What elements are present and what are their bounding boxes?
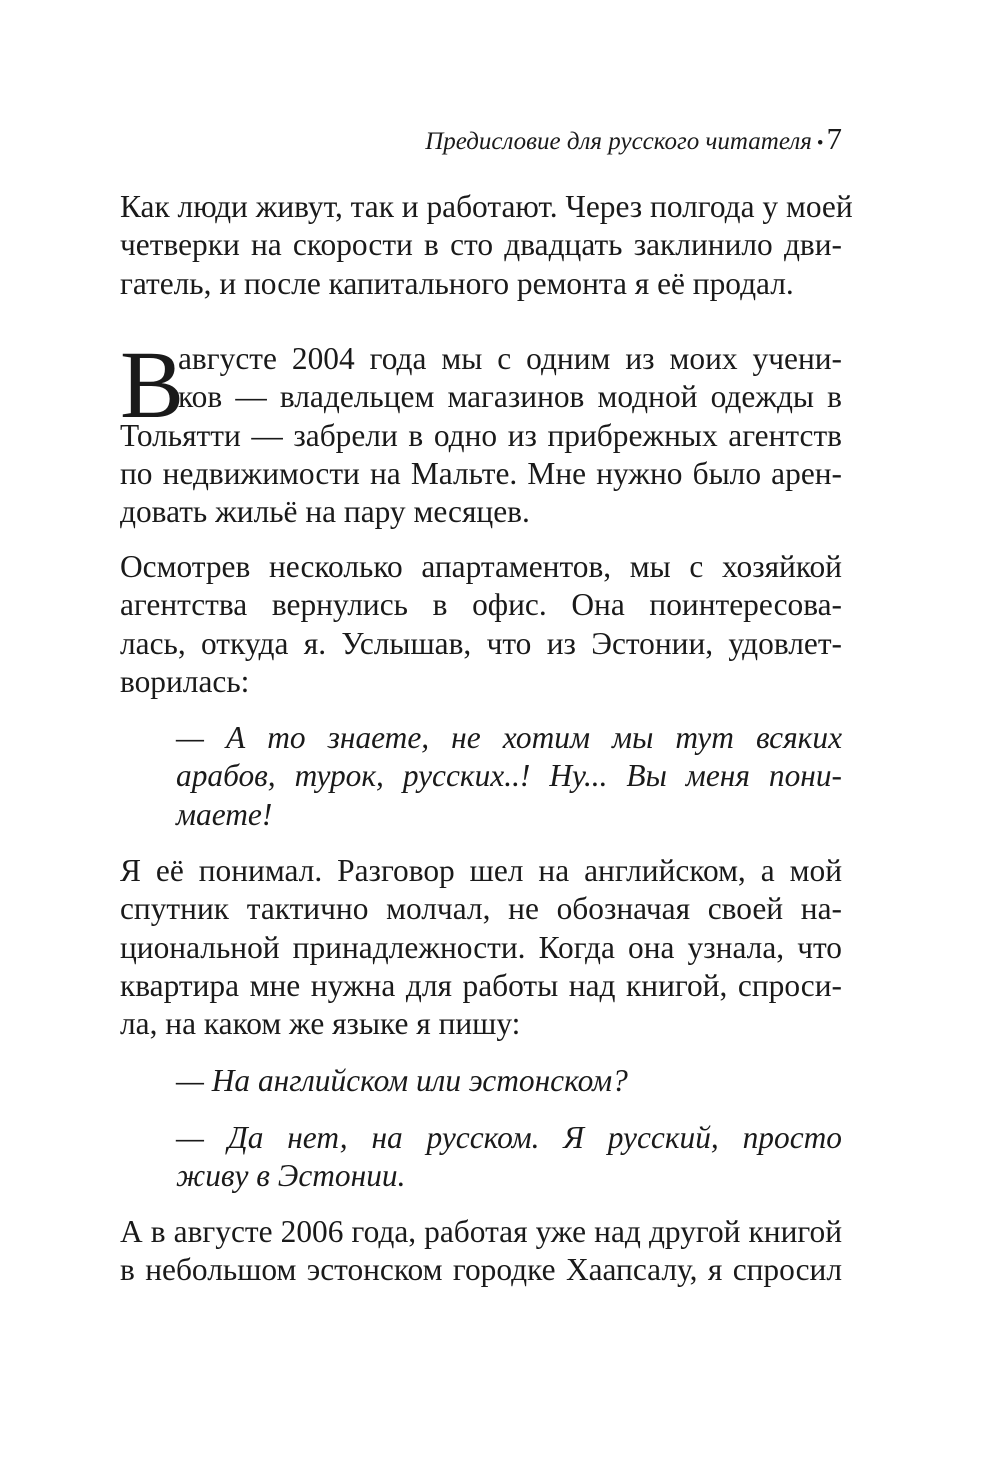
- paragraph-line: Осмотрев несколько апартаментов, мы с хозяйкой: [120, 549, 842, 584]
- paragraph-line: четверки на скорости в сто двадцать заклинило дви-: [120, 227, 842, 263]
- paragraph-line: гатель, и после капитального ремонта я её продал.: [120, 265, 794, 301]
- running-head-bullet: •: [816, 133, 824, 154]
- paragraph-line: спутник тактично молчал, не обозначая своей на-: [120, 891, 842, 927]
- paragraph-line: квартира мне нужна для работы над книгой, спроси-: [120, 967, 842, 1003]
- paragraph-line: Тольятти — забрели в одно из прибрежных агентств: [120, 417, 842, 453]
- paragraph-line: в небольшом эстонском городке Хаапсалу, я спросил: [120, 1252, 842, 1288]
- dialogue-2: [176, 1062, 842, 1100]
- running-head-title: Предисловие для русского читателя: [425, 128, 812, 155]
- paragraph-line: довать жильё на пару месяцев.: [120, 494, 530, 530]
- paragraph-line: ла, на каком же языке я пишу:: [120, 1006, 521, 1042]
- book-page: [120, 0, 853, 1459]
- dialogue-3: [176, 1119, 842, 1196]
- paragraph-line: Я её понимал. Разговор шел на английском, а мой: [120, 853, 842, 888]
- dialogue-line: живу в Эстонии.: [176, 1158, 406, 1194]
- paragraph-line: августе 2004 года мы с одним из моих учени-: [178, 341, 842, 376]
- dialogue-line: — На английском или эстонском?: [176, 1063, 628, 1098]
- page-number: 7: [826, 121, 842, 156]
- paragraph-line: Как люди живут, так и работают. Через полгода у моей: [120, 189, 853, 224]
- paragraph-3: [120, 548, 842, 701]
- paragraph-line: А в августе 2006 года, работая уже над другой книгой: [120, 1214, 842, 1249]
- paragraph-line: агентства вернулись в офис. Она поинтересова-: [120, 587, 842, 623]
- paragraph-line: циональной принадлежности. Когда она узнала, что: [120, 929, 842, 965]
- dialogue-line: маете!: [176, 796, 273, 832]
- dialogue-line: — А то знаете, не хотим мы тут всяких: [176, 720, 842, 755]
- paragraph-4: [120, 852, 842, 1043]
- paragraph-1: [120, 188, 853, 303]
- paragraph-line: ков — владельцем магазинов модной одежды в: [178, 379, 842, 415]
- paragraph-line: по недвижимости на Мальте. Мне нужно было арен-: [120, 455, 842, 491]
- dialogue-line: арабов, турок, русских..! Ну... Вы меня пони-: [176, 758, 842, 794]
- paragraph-line: лась, откуда я. Услышав, что из Эстонии, удовлет-: [120, 625, 842, 661]
- paragraph-5: [120, 1213, 842, 1290]
- drop-cap: В: [120, 331, 185, 438]
- paragraph-line: ворилась:: [120, 663, 250, 699]
- dialogue-1: [176, 719, 842, 834]
- dialogue-line: — Да нет, на русском. Я русский, просто: [176, 1120, 842, 1155]
- paragraph-2: [120, 331, 842, 531]
- running-head: [425, 121, 842, 159]
